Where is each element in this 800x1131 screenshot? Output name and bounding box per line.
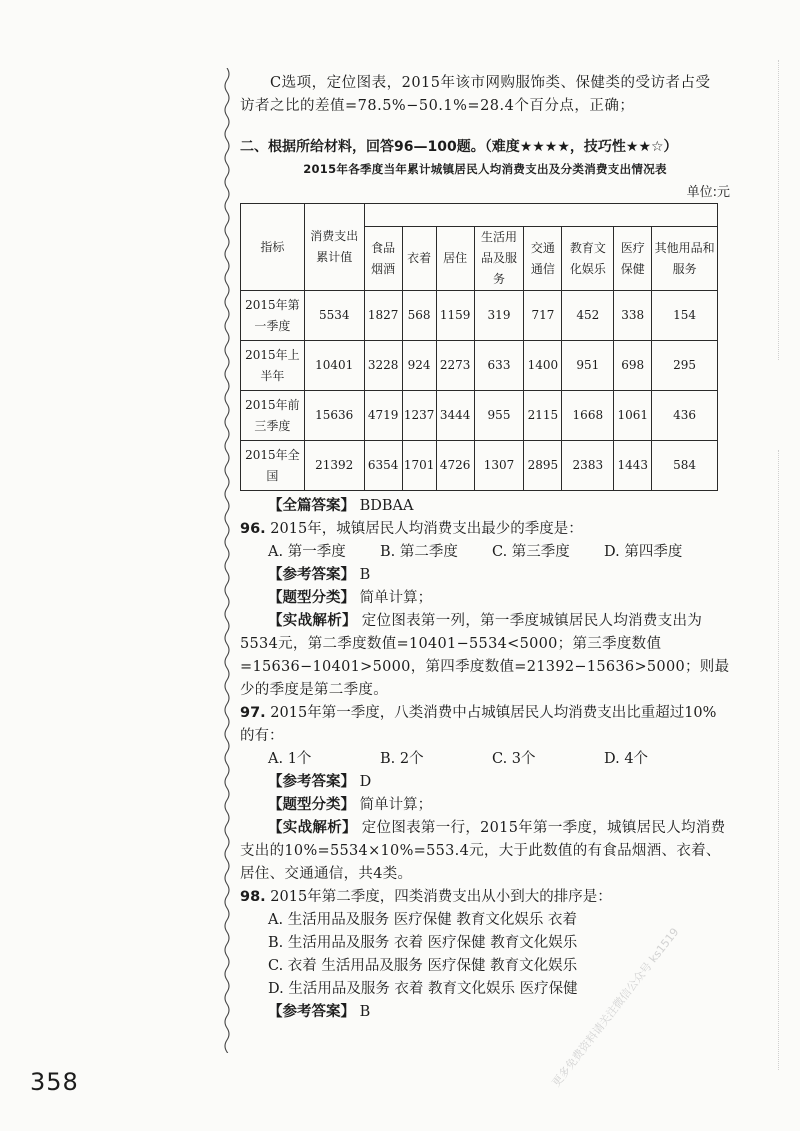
q96-option-a: A. 第一季度 xyxy=(268,544,346,560)
table-cell: 1159 xyxy=(436,291,474,341)
question-96-options xyxy=(240,541,730,564)
question-97-text: 2015年第一季度，八类消费中占城镇居民人均消费支出比重超过10%的有： xyxy=(240,705,717,744)
table-cell: 3444 xyxy=(436,391,474,441)
q96-reference-answer xyxy=(240,564,730,587)
q97-ref-tag: 【参考答案】 xyxy=(268,774,355,790)
q97-option-b: B. 2个 xyxy=(380,751,424,767)
table-cell: 633 xyxy=(474,341,524,391)
q96-type-tag: 【题型分类】 xyxy=(268,590,355,606)
prev-analysis-line-1: C选项，定位图表，2015年该市网购服饰类、保健类的受访者占受 xyxy=(270,75,711,91)
header-categories-group xyxy=(364,204,717,227)
q96-option-b: B. 第二季度 xyxy=(380,544,458,560)
q96-option-c: C. 第三季度 xyxy=(492,544,570,560)
q98-reference-answer xyxy=(240,1001,730,1024)
section-heading: 二、根据所给材料，回答96—100题。（难度★★★★，技巧性★★☆） xyxy=(240,139,678,155)
q98-option-c: C. 衣着 生活用品及服务 医疗保健 教育文化娱乐 xyxy=(268,958,578,974)
question-96-number: 96. xyxy=(240,521,266,537)
table-cell: 568 xyxy=(402,291,436,341)
table-cell: 955 xyxy=(474,391,524,441)
table-cell: 2115 xyxy=(524,391,562,441)
q96-option-d: D. 第四季度 xyxy=(604,544,683,560)
q98-option-a: A. 生活用品及服务 医疗保健 教育文化娱乐 衣着 xyxy=(268,912,578,928)
q97-type-tag: 【题型分类】 xyxy=(268,797,355,813)
full-answer-tag: 【全篇答案】 xyxy=(268,498,355,514)
question-98-text: 2015年第二季度，四类消费支出从小到大的排序是： xyxy=(270,889,612,905)
table-cell: 436 xyxy=(652,391,718,441)
q97-option-a: A. 1个 xyxy=(268,751,312,767)
q96-analysis xyxy=(240,610,730,702)
question-96-text: 2015年，城镇居民人均消费支出最少的季度是： xyxy=(270,521,583,537)
row-label: 2015年全国 xyxy=(241,441,305,491)
expenditure-table xyxy=(240,203,718,491)
table-cell: 15636 xyxy=(304,391,364,441)
q98-ref-tag: 【参考答案】 xyxy=(268,1004,355,1020)
q97-analysis xyxy=(240,817,730,886)
table-title: 2015年各季度当年累计城镇居民人均消费支出及分类消费支出情况表 xyxy=(303,162,667,176)
header-cumulative: 消费支出累计值 xyxy=(304,204,364,291)
q98-option-d: D. 生活用品及服务 衣着 教育文化娱乐 医疗保健 xyxy=(268,981,578,997)
row-label: 2015年上半年 xyxy=(241,341,305,391)
table-cell: 1443 xyxy=(614,441,652,491)
table-cell: 951 xyxy=(562,341,614,391)
prev-analysis-line-2: 访者之比的差值=78.5%−50.1%=28.4个百分点，正确； xyxy=(240,98,635,114)
table-cell: 698 xyxy=(614,341,652,391)
row-label: 2015年第一季度 xyxy=(241,291,305,341)
table-unit: 单位:元 xyxy=(686,185,730,200)
table-cell: 584 xyxy=(652,441,718,491)
q97-analysis-tag: 【实战解析】 xyxy=(268,820,357,836)
table-cell: 319 xyxy=(474,291,524,341)
table-cell: 5534 xyxy=(304,291,364,341)
header-category: 交通通信 xyxy=(524,227,562,291)
question-97 xyxy=(240,702,730,748)
table-cell: 21392 xyxy=(304,441,364,491)
table-cell: 6354 xyxy=(364,441,402,491)
table-row xyxy=(241,341,718,391)
table-cell: 717 xyxy=(524,291,562,341)
row-label: 2015年前三季度 xyxy=(241,391,305,441)
table-cell: 338 xyxy=(614,291,652,341)
watermark-text: 更多免费资料请关注微信公众号 ks1519 xyxy=(549,925,682,1090)
q96-ref-tag: 【参考答案】 xyxy=(268,567,355,583)
table-row xyxy=(241,291,718,341)
q97-type-value: 简单计算； xyxy=(359,797,433,813)
question-98 xyxy=(240,886,730,909)
q98-ref-value: B xyxy=(359,1004,371,1020)
q96-ref-value: B xyxy=(359,567,371,583)
full-answer-value: BDBAA xyxy=(359,498,414,514)
q96-analysis-text: 定位图表第一列，第一季度城镇居民人均消费支出为5534元，第二季度数值=10401−5534<5000；第三季度数值=15636−10401>5000，第四季度数值=21392−15636>5000；则最少的季度是第二季度。 xyxy=(240,613,730,698)
table-cell: 2895 xyxy=(524,441,562,491)
q96-analysis-tag: 【实战解析】 xyxy=(268,613,357,629)
table-cell: 4726 xyxy=(436,441,474,491)
table-cell: 1307 xyxy=(474,441,524,491)
table-cell: 2273 xyxy=(436,341,474,391)
question-97-number: 97. xyxy=(240,705,266,721)
page-content xyxy=(240,72,730,1024)
margin-wavy-line xyxy=(222,68,232,1053)
table-cell: 1827 xyxy=(364,291,402,341)
table-row xyxy=(241,441,718,491)
q97-ref-value: D xyxy=(359,774,372,790)
table-body xyxy=(241,291,718,491)
q97-reference-answer xyxy=(240,771,730,794)
table-cell: 1061 xyxy=(614,391,652,441)
table-cell: 2383 xyxy=(562,441,614,491)
header-category: 医疗保健 xyxy=(614,227,652,291)
question-96 xyxy=(240,518,730,541)
header-indicator: 指标 xyxy=(241,204,305,291)
header-category: 教育文化娱乐 xyxy=(562,227,614,291)
q98-option-b: B. 生活用品及服务 衣着 医疗保健 教育文化娱乐 xyxy=(268,935,578,951)
table-cell: 1400 xyxy=(524,341,562,391)
table-cell: 4719 xyxy=(364,391,402,441)
q96-question-type xyxy=(240,587,730,610)
table-cell: 452 xyxy=(562,291,614,341)
q97-analysis-text: 定位图表第一行，2015年第一季度，城镇居民人均消费支出的10%=5534×10%=553.4元，大于此数值的有食品烟酒、衣着、居住、交通通信，共4类。 xyxy=(240,820,726,882)
table-cell: 10401 xyxy=(304,341,364,391)
scan-edge-dots-bottom xyxy=(778,450,780,1070)
full-answer xyxy=(240,495,730,518)
table-cell: 295 xyxy=(652,341,718,391)
header-category: 其他用品和服务 xyxy=(652,227,718,291)
table-cell: 1237 xyxy=(402,391,436,441)
header-category: 居住 xyxy=(436,227,474,291)
q96-type-value: 简单计算； xyxy=(359,590,433,606)
q97-question-type xyxy=(240,794,730,817)
question-97-options xyxy=(240,748,730,771)
scan-edge-dots-top xyxy=(778,60,780,360)
q97-option-c: C. 3个 xyxy=(492,751,536,767)
table-cell: 3228 xyxy=(364,341,402,391)
header-category: 生活用品及服务 xyxy=(474,227,524,291)
q97-option-d: D. 4个 xyxy=(604,751,649,767)
page-number: 358 xyxy=(30,1068,79,1096)
question-98-number: 98. xyxy=(240,889,266,905)
table-cell: 154 xyxy=(652,291,718,341)
table-cell: 1668 xyxy=(562,391,614,441)
header-category: 衣着 xyxy=(402,227,436,291)
table-row xyxy=(241,391,718,441)
table-cell: 1701 xyxy=(402,441,436,491)
table-cell: 924 xyxy=(402,341,436,391)
header-category: 食品烟酒 xyxy=(364,227,402,291)
